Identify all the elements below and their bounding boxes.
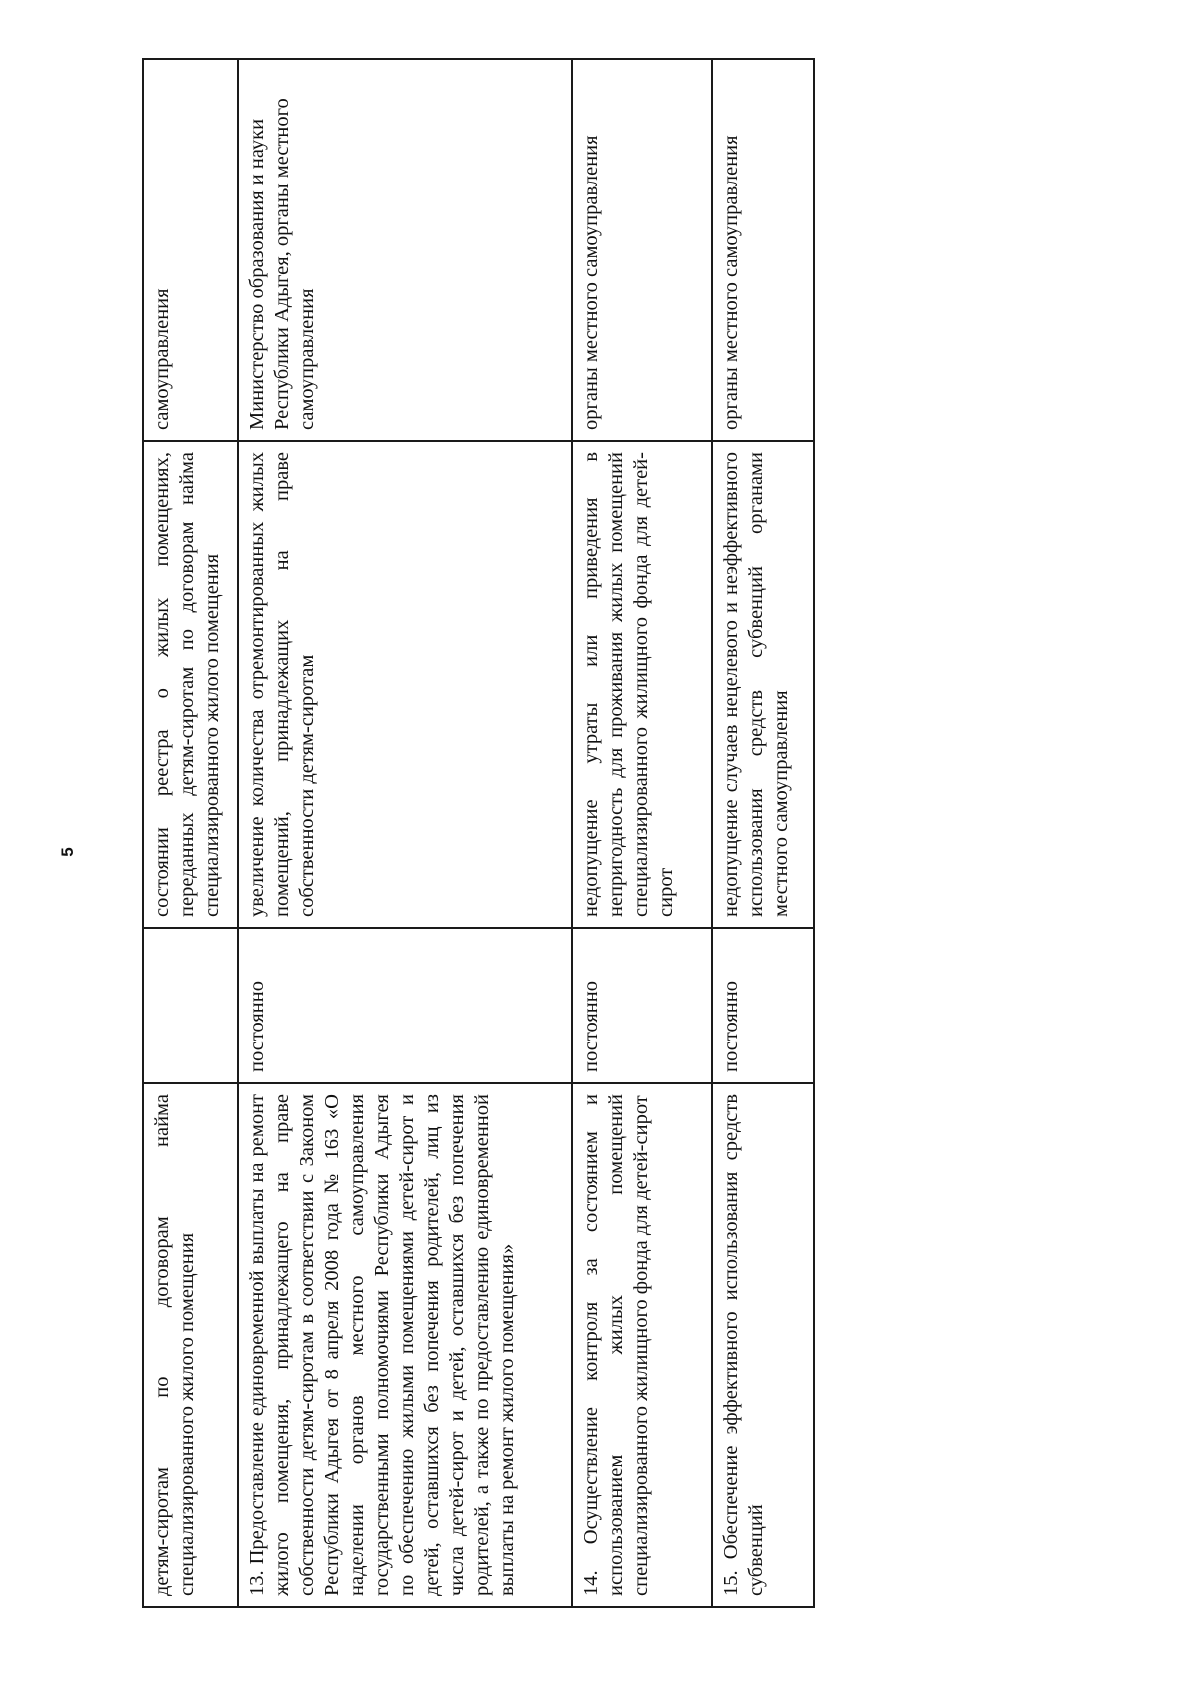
executor-cell: органы местного самоуправления (712, 59, 814, 441)
activity-cell: 15. Обеспечение эффективного использования средств субвенций (712, 1083, 814, 1607)
result-cell: недопущение утраты или приведения в непригодность для проживания жилых помещений специализированного жилищного фонда для детей-сирот (572, 441, 712, 928)
activity-cell: детям-сиротам по договорам найма специализированного жилого помещения (143, 1083, 238, 1607)
term-cell: постоянно (572, 928, 712, 1083)
result-cell: увеличение количества отремонтированных жилых помещений, принадлежащих на праве собственности детям-сиротам (238, 441, 572, 928)
result-cell: недопущение случаев нецелевого и неэффективного использования средств субвенций органами местного самоуправления (712, 441, 814, 928)
page-number: 5 (58, 847, 77, 857)
measures-table (142, 58, 815, 1608)
executor-cell: Министерство образования и науки Республики Адыгея, органы местного самоуправления (238, 59, 572, 441)
table-row (143, 59, 238, 1607)
activity-cell: 14. Осуществление контроля за состоянием и использованием жилых помещений специализированного жилищного фонда для детей-сирот (572, 1083, 712, 1607)
activity-cell: 13. Предоставление единовременной выплаты на ремонт жилого помещения, принадлежащего на праве собственности детям-сиротам в соответствии с Законом Республики Адыгея от 8 апреля 2008 года № 163 «О наделении органов местного самоуправления государственными полномочиями Республики Адыгея по обеспечению жилыми помещениями детей-сирот и детей, оставшихся без попечения родителей, лиц из числа детей-сирот и детей, оставшихся без попечения родителей, а также по предоставлению единовременной выплаты на ремонт жилого помещения» (238, 1083, 572, 1607)
executor-cell: органы местного самоуправления (572, 59, 712, 441)
table-row (238, 59, 572, 1607)
table-row (712, 59, 814, 1607)
rotated-page (48, 52, 868, 1652)
term-cell: постоянно (712, 928, 814, 1083)
term-cell (143, 928, 238, 1083)
table-row (572, 59, 712, 1607)
executor-cell: самоуправления (143, 59, 238, 441)
term-cell: постоянно (238, 928, 572, 1083)
result-cell: состоянии реестра о жилых помещениях, переданных детям-сиротам по договорам найма специализированного жилого помещения (143, 441, 238, 928)
